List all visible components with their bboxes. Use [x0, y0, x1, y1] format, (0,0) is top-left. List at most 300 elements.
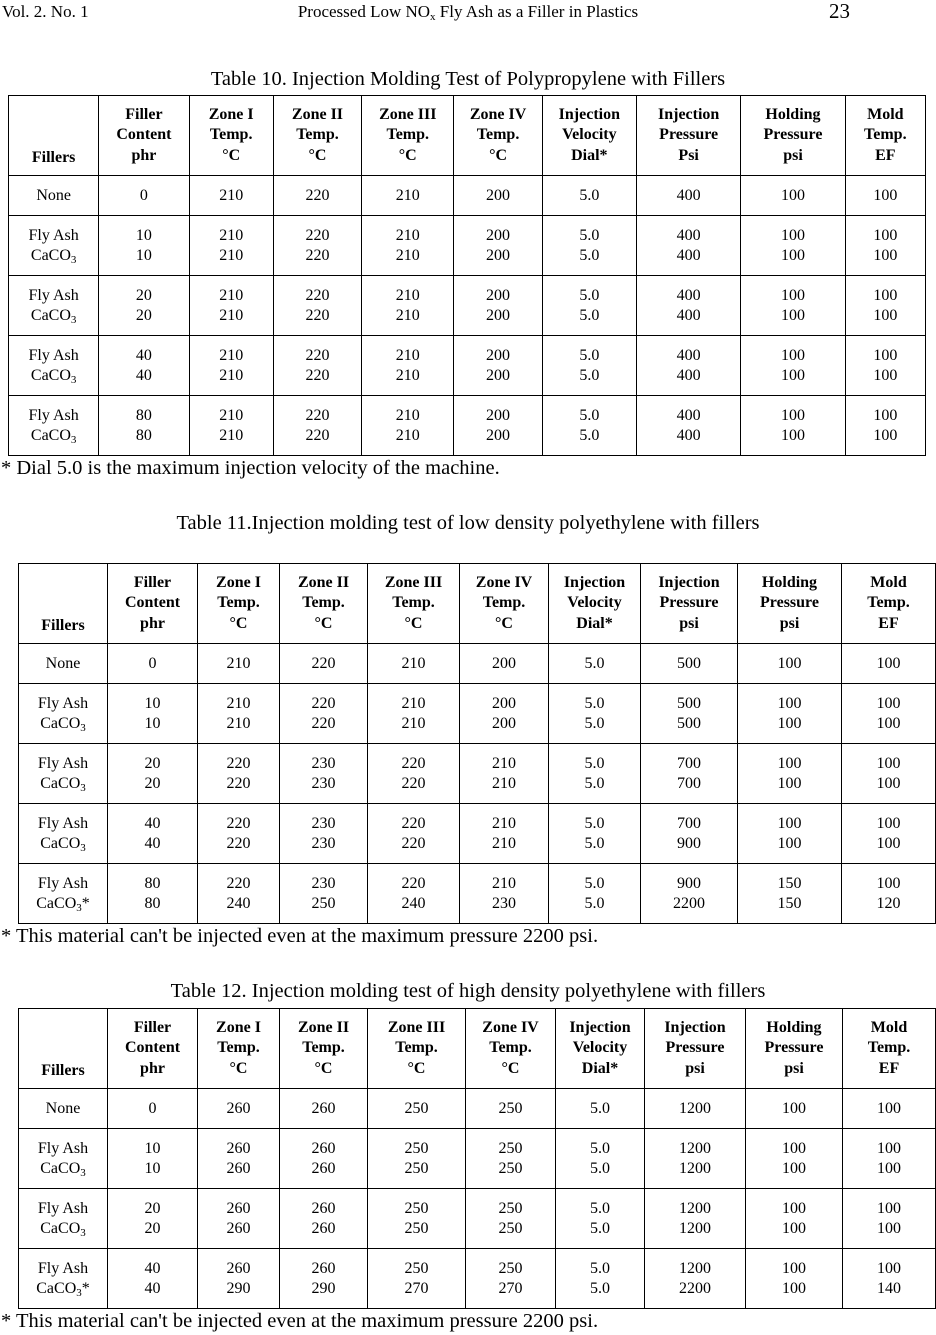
cell-value — [842, 804, 936, 864]
column-header-line: Fillers — [41, 1061, 85, 1079]
cell-value — [273, 336, 361, 396]
filler-name — [9, 396, 99, 456]
column-header — [454, 96, 542, 176]
cell-value-fly-ash: 80 — [144, 874, 161, 892]
cell-value-fly-ash: 210 — [492, 814, 516, 832]
column-header — [273, 96, 361, 176]
cell-value — [741, 336, 845, 396]
cell-value-fly-ash: 1200 — [679, 1139, 711, 1157]
cell-value-fly-ash: 10 — [135, 226, 152, 244]
cell-value-caco3: 290 — [311, 1279, 336, 1297]
cell-value-fly-ash: 100 — [782, 1199, 806, 1217]
cell-value — [738, 804, 842, 864]
cell-value — [542, 276, 636, 336]
cell-value: 100 — [738, 644, 842, 684]
filler-fly-ash: Fly Ash — [37, 1259, 89, 1277]
cell-value-caco3: 100 — [780, 306, 805, 324]
column-header — [108, 1009, 198, 1089]
cell-value-caco3: 10 — [144, 1159, 161, 1177]
cell-value-caco3: 220 — [226, 834, 251, 852]
cell-value-caco3: 210 — [395, 306, 420, 324]
column-header-line: Temp. — [392, 594, 435, 612]
cell-value-fly-ash: 100 — [777, 814, 802, 832]
cell-value-caco3: 250 — [311, 894, 336, 912]
cell-value: 210 — [189, 176, 273, 216]
cell-value-fly-ash: 210 — [401, 694, 426, 712]
column-header-line: Velocity — [572, 1039, 628, 1057]
filler-caco3: CaCO$_3$ — [30, 246, 77, 266]
column-header — [9, 96, 99, 176]
column-header-line: Zone I — [208, 105, 254, 123]
cell-value-fly-ash: 260 — [311, 1199, 336, 1217]
cell-value-caco3: 5.0 — [579, 366, 600, 384]
cell-value — [636, 336, 740, 396]
column-header-line: Zone IV — [475, 573, 533, 591]
column-header-line: EF — [878, 614, 899, 632]
cell-value-caco3: 5.0 — [590, 1279, 610, 1297]
column-header-line: °C — [229, 614, 248, 632]
column-header-line: phr — [140, 614, 165, 632]
cell-value-caco3: 100 — [777, 714, 802, 732]
cell-value-fly-ash: 210 — [219, 406, 244, 424]
column-header — [641, 564, 738, 644]
table-row — [19, 744, 936, 804]
cell-value-caco3: 230 — [492, 894, 516, 912]
cell-value-fly-ash: 700 — [677, 814, 701, 832]
table-row — [19, 1129, 936, 1189]
cell-value — [845, 396, 925, 456]
column-header-line: Pressure — [659, 594, 719, 612]
cell-value — [280, 1129, 368, 1189]
table11-caption: Table 11.Injection molding test of low density polyethylene with fillers — [176, 512, 760, 534]
filler-name — [9, 336, 99, 396]
table10 — [8, 95, 926, 456]
cell-value-caco3: 100 — [782, 1279, 806, 1297]
cell-value — [746, 1129, 843, 1189]
cell-value-fly-ash: 260 — [311, 1259, 336, 1277]
column-header-line: Zone II — [297, 573, 350, 591]
column-header-line: phr — [140, 1059, 165, 1077]
cell-value-fly-ash: 500 — [677, 694, 701, 712]
cell-value — [368, 1249, 466, 1309]
cell-value — [549, 864, 641, 924]
cell-value-caco3: 400 — [676, 306, 701, 324]
column-header-line: Content — [116, 126, 172, 144]
column-header-line: Injection — [664, 1018, 726, 1036]
column-header-line: Temp. — [489, 1039, 532, 1057]
cell-value — [189, 276, 273, 336]
cell-value-fly-ash: 100 — [780, 286, 805, 304]
cell-value-fly-ash: 5.0 — [584, 814, 605, 832]
cell-value-fly-ash: 220 — [226, 874, 251, 892]
cell-value — [362, 336, 454, 396]
filler-name — [19, 744, 108, 804]
cell-value-fly-ash: 40 — [144, 1259, 161, 1277]
filler-fly-ash: Fly Ash — [37, 874, 89, 892]
cell-value-caco3: 40 — [135, 366, 152, 384]
cell-value-caco3: 220 — [305, 246, 330, 264]
column-header — [741, 96, 845, 176]
cell-value-fly-ash: 100 — [780, 226, 805, 244]
cell-value-caco3: 5.0 — [579, 246, 600, 264]
cell-value-caco3: 270 — [498, 1279, 523, 1297]
cell-value — [641, 804, 738, 864]
column-header-line: °C — [229, 1059, 248, 1077]
cell-value-fly-ash: 400 — [676, 406, 701, 424]
cell-value — [99, 216, 189, 276]
cell-value — [845, 276, 925, 336]
cell-value — [556, 1249, 645, 1309]
cell-value — [280, 1189, 368, 1249]
cell-value-caco3: 10 — [135, 246, 152, 264]
cell-value-caco3: 100 — [876, 714, 901, 732]
cell-value-fly-ash: 200 — [486, 406, 511, 424]
cell-value — [198, 1129, 280, 1189]
cell-value-caco3: 5.0 — [584, 894, 605, 912]
cell-value-fly-ash: 210 — [395, 286, 420, 304]
column-header-line: psi — [779, 614, 800, 632]
cell-value — [368, 864, 460, 924]
cell-value-fly-ash: 220 — [401, 754, 426, 772]
filler-name — [19, 684, 108, 744]
cell-value — [645, 1189, 746, 1249]
cell-value-caco3: 1200 — [679, 1219, 711, 1237]
column-header-line: Zone III — [387, 1018, 446, 1036]
column-header-line: Zone IV — [469, 105, 527, 123]
cell-value-fly-ash: 1200 — [679, 1259, 711, 1277]
cell-value-fly-ash: 5.0 — [579, 226, 600, 244]
table-row — [19, 804, 936, 864]
cell-value: 200 — [460, 644, 549, 684]
cell-value — [460, 684, 549, 744]
cell-value: 210 — [368, 644, 460, 684]
column-header-line: Temp. — [864, 126, 907, 144]
cell-value-caco3: 5.0 — [590, 1159, 610, 1177]
column-header — [636, 96, 740, 176]
column-header-line: EF — [875, 146, 896, 164]
cell-value — [641, 744, 738, 804]
cell-value-fly-ash: 400 — [676, 226, 701, 244]
cell-value-fly-ash: 5.0 — [590, 1139, 610, 1157]
column-header-line: Injection — [558, 105, 620, 123]
cell-value-fly-ash: 250 — [404, 1199, 429, 1217]
column-header-line: Zone I — [216, 573, 261, 591]
column-header-line: Content — [124, 594, 181, 612]
cell-value — [99, 276, 189, 336]
cell-value-caco3: 100 — [782, 1219, 806, 1237]
cell-value-caco3: 1200 — [679, 1159, 711, 1177]
filler-fly-ash: Fly Ash — [28, 346, 79, 364]
filler-fly-ash: Fly Ash — [28, 286, 79, 304]
cell-value-fly-ash: 40 — [144, 814, 161, 832]
column-header — [280, 564, 368, 644]
cell-value: 0 — [108, 644, 198, 684]
column-header — [845, 96, 925, 176]
cell-value-fly-ash: 210 — [395, 346, 420, 364]
cell-value-fly-ash: 100 — [877, 1139, 901, 1157]
cell-value-fly-ash: 210 — [492, 874, 516, 892]
cell-value-caco3: 20 — [135, 306, 152, 324]
column-header-line: Temp. — [217, 594, 260, 612]
table12-caption: Table 12. Injection molding test of high density polyethylene with fillers — [170, 980, 766, 1002]
cell-value: 5.0 — [549, 644, 641, 684]
cell-value-caco3: 210 — [492, 774, 516, 792]
cell-value-fly-ash: 10 — [144, 694, 161, 712]
column-header-line: °C — [314, 614, 333, 632]
cell-value — [741, 216, 845, 276]
cell-value — [460, 864, 549, 924]
filler-caco3: CaCO$_3$* — [36, 1279, 90, 1299]
cell-value-fly-ash: 220 — [311, 694, 336, 712]
cell-value — [368, 1189, 466, 1249]
column-header-line: Zone IV — [482, 1018, 539, 1036]
cell-value-fly-ash: 100 — [876, 874, 901, 892]
cell-value — [198, 1189, 280, 1249]
column-header-line: Temp. — [296, 126, 339, 144]
cell-value-caco3: 260 — [226, 1159, 251, 1177]
table-row — [19, 644, 936, 684]
filler-name — [9, 216, 99, 276]
cell-value-fly-ash: 100 — [782, 1139, 806, 1157]
filler-name: None — [9, 176, 99, 216]
cell-value-fly-ash: 210 — [395, 406, 420, 424]
column-header-line: Temp. — [209, 126, 253, 144]
cell-value-caco3: 210 — [395, 246, 420, 264]
filler-fly-ash: Fly Ash — [37, 1139, 89, 1157]
cell-value-fly-ash: 200 — [486, 226, 511, 244]
cell-value-caco3: 120 — [876, 894, 901, 912]
cell-value — [280, 864, 368, 924]
table-row — [9, 276, 926, 336]
cell-value-fly-ash: 220 — [226, 814, 251, 832]
cell-value-caco3: 200 — [486, 246, 511, 264]
column-header — [843, 1009, 936, 1089]
column-header-line: Holding — [766, 1018, 822, 1036]
cell-value — [542, 336, 636, 396]
column-header — [19, 1009, 108, 1089]
cell-value-caco3: 100 — [873, 426, 898, 444]
cell-value-fly-ash: 250 — [498, 1259, 523, 1277]
cell-value — [645, 1129, 746, 1189]
cell-value-fly-ash: 250 — [404, 1259, 429, 1277]
column-header-line: Dial* — [581, 1059, 619, 1077]
column-header-line: Zone III — [379, 105, 437, 123]
column-header-line: Mold — [870, 573, 907, 591]
cell-value-caco3: 400 — [676, 426, 701, 444]
cell-value-caco3: 100 — [780, 366, 805, 384]
column-header-line: Dial* — [571, 146, 608, 164]
cell-value — [368, 684, 460, 744]
cell-value — [198, 684, 280, 744]
column-header-line: °C — [501, 1059, 520, 1077]
column-header-line: Pressure — [665, 1039, 725, 1057]
cell-value-fly-ash: 100 — [877, 1259, 901, 1277]
cell-value — [280, 1249, 368, 1309]
cell-value-caco3: 250 — [404, 1219, 429, 1237]
cell-value-fly-ash: 5.0 — [579, 286, 600, 304]
table12-note: * This material can't be injected even at the maximum pressure 2200 psi. — [1, 1310, 599, 1332]
column-header-line: °C — [222, 146, 241, 164]
cell-value: 250 — [368, 1089, 466, 1129]
cell-value-fly-ash: 20 — [135, 286, 152, 304]
cell-value-fly-ash: 220 — [305, 226, 330, 244]
table-row — [19, 864, 936, 924]
cell-value — [636, 396, 740, 456]
filler-fly-ash: Fly Ash — [28, 406, 79, 424]
cell-value — [738, 744, 842, 804]
column-header-line: Holding — [765, 105, 821, 123]
cell-value-fly-ash: 100 — [873, 346, 898, 364]
cell-value — [466, 1129, 556, 1189]
column-header-line: Temp. — [476, 126, 520, 144]
filler-caco3: CaCO$_3$ — [40, 1219, 86, 1239]
filler-caco3: CaCO$_3$ — [30, 426, 77, 446]
cell-value — [99, 336, 189, 396]
cell-value-caco3: 5.0 — [584, 774, 605, 792]
cell-value: 210 — [198, 644, 280, 684]
cell-value — [198, 804, 280, 864]
cell-value — [280, 684, 368, 744]
column-header-line: Temp. — [217, 1039, 260, 1057]
cell-value — [842, 864, 936, 924]
cell-value-fly-ash: 220 — [305, 286, 330, 304]
cell-value-fly-ash: 220 — [305, 346, 330, 364]
column-header-line: Temp. — [302, 1039, 345, 1057]
cell-value — [454, 396, 542, 456]
cell-value: 400 — [636, 176, 740, 216]
column-header-line: °C — [495, 614, 513, 632]
cell-value-fly-ash: 5.0 — [579, 346, 600, 364]
cell-value-caco3: 240 — [401, 894, 426, 912]
cell-value — [362, 216, 454, 276]
cell-value-fly-ash: 210 — [219, 286, 244, 304]
cell-value: 100 — [845, 176, 925, 216]
cell-value-fly-ash: 1200 — [679, 1199, 711, 1217]
cell-value-fly-ash: 5.0 — [590, 1199, 610, 1217]
cell-value-caco3: 260 — [311, 1219, 336, 1237]
cell-value-fly-ash: 100 — [873, 286, 898, 304]
cell-value-fly-ash: 40 — [135, 346, 152, 364]
filler-caco3: CaCO$_3$ — [30, 306, 77, 326]
column-header-line: Injection — [569, 1018, 631, 1036]
cell-value-caco3: 210 — [219, 306, 244, 324]
cell-value-fly-ash: 220 — [401, 874, 426, 892]
cell-value-fly-ash: 5.0 — [579, 406, 600, 424]
cell-value-fly-ash: 10 — [144, 1139, 161, 1157]
filler-caco3: CaCO$_3$ — [40, 714, 86, 734]
table10-caption: Table 10. Injection Molding Test of Polypropylene with Fillers — [210, 68, 726, 90]
column-header-line: Holding — [761, 573, 818, 591]
cell-value — [556, 1189, 645, 1249]
cell-value — [636, 216, 740, 276]
cell-value-caco3: 100 — [782, 1159, 806, 1177]
cell-value-fly-ash: 250 — [404, 1139, 429, 1157]
cell-value — [549, 804, 641, 864]
cell-value-caco3: 220 — [305, 366, 330, 384]
cell-value — [738, 864, 842, 924]
cell-value-caco3: 220 — [401, 834, 426, 852]
cell-value-fly-ash: 20 — [144, 1199, 161, 1217]
column-header — [542, 96, 636, 176]
cell-value: 260 — [198, 1089, 280, 1129]
cell-value — [368, 744, 460, 804]
header-row — [19, 564, 936, 644]
column-header-line: Temp. — [482, 594, 526, 612]
cell-value-caco3: 5.0 — [584, 714, 605, 732]
cell-value-caco3: 250 — [404, 1159, 429, 1177]
cell-value — [746, 1189, 843, 1249]
cell-value-caco3: 200 — [486, 366, 511, 384]
column-header-line: Zone II — [291, 105, 344, 123]
cell-value: 100 — [842, 644, 936, 684]
filler-caco3: CaCO$_3$ — [40, 834, 86, 854]
cell-value — [454, 336, 542, 396]
cell-value — [198, 1249, 280, 1309]
cell-value — [549, 744, 641, 804]
cell-value — [842, 684, 936, 744]
column-header — [368, 564, 460, 644]
column-header-line: Dial* — [576, 614, 613, 632]
cell-value-caco3: 100 — [873, 306, 898, 324]
column-header-line: Pressure — [659, 126, 719, 144]
cell-value-fly-ash: 210 — [395, 226, 420, 244]
cell-value-fly-ash: 100 — [877, 1199, 901, 1217]
cell-value-caco3: 20 — [144, 774, 161, 792]
column-header — [738, 564, 842, 644]
cell-value-caco3: 100 — [877, 1159, 901, 1177]
cell-value — [549, 684, 641, 744]
cell-value-caco3: 5.0 — [579, 426, 600, 444]
cell-value — [368, 804, 460, 864]
filler-name — [19, 1249, 108, 1309]
cell-value-fly-ash: 200 — [486, 286, 511, 304]
cell-value — [273, 216, 361, 276]
cell-value-caco3: 100 — [873, 246, 898, 264]
table-row — [9, 176, 926, 216]
cell-value — [843, 1189, 936, 1249]
cell-value-caco3: 40 — [144, 834, 161, 852]
cell-value — [645, 1249, 746, 1309]
cell-value-fly-ash: 100 — [873, 406, 898, 424]
cell-value — [741, 396, 845, 456]
cell-value-caco3: 400 — [676, 366, 701, 384]
column-header — [645, 1009, 746, 1089]
cell-value-caco3: 900 — [677, 834, 701, 852]
cell-value-caco3: 250 — [498, 1219, 523, 1237]
column-header-line: Filler — [133, 573, 172, 591]
cell-value-caco3: 150 — [777, 894, 802, 912]
column-header-line: °C — [314, 1059, 333, 1077]
cell-value-caco3: 220 — [305, 426, 330, 444]
cell-value-caco3: 100 — [780, 426, 805, 444]
column-header-line: Injection — [657, 105, 720, 123]
column-header — [198, 564, 280, 644]
cell-value: 0 — [99, 176, 189, 216]
cell-value-caco3: 200 — [486, 426, 511, 444]
cell-value — [454, 216, 542, 276]
filler-fly-ash: Fly Ash — [28, 226, 79, 244]
filler-name — [9, 276, 99, 336]
table-row — [9, 336, 926, 396]
cell-value-caco3: 5.0 — [584, 834, 605, 852]
column-header-line: psi — [783, 146, 803, 164]
cell-value — [542, 216, 636, 276]
cell-value-caco3: 5.0 — [579, 306, 600, 324]
cell-value-fly-ash: 100 — [777, 694, 802, 712]
filler-caco3: CaCO$_3$* — [36, 894, 90, 914]
page-number: 23 — [829, 0, 850, 23]
cell-value-fly-ash: 80 — [135, 406, 152, 424]
